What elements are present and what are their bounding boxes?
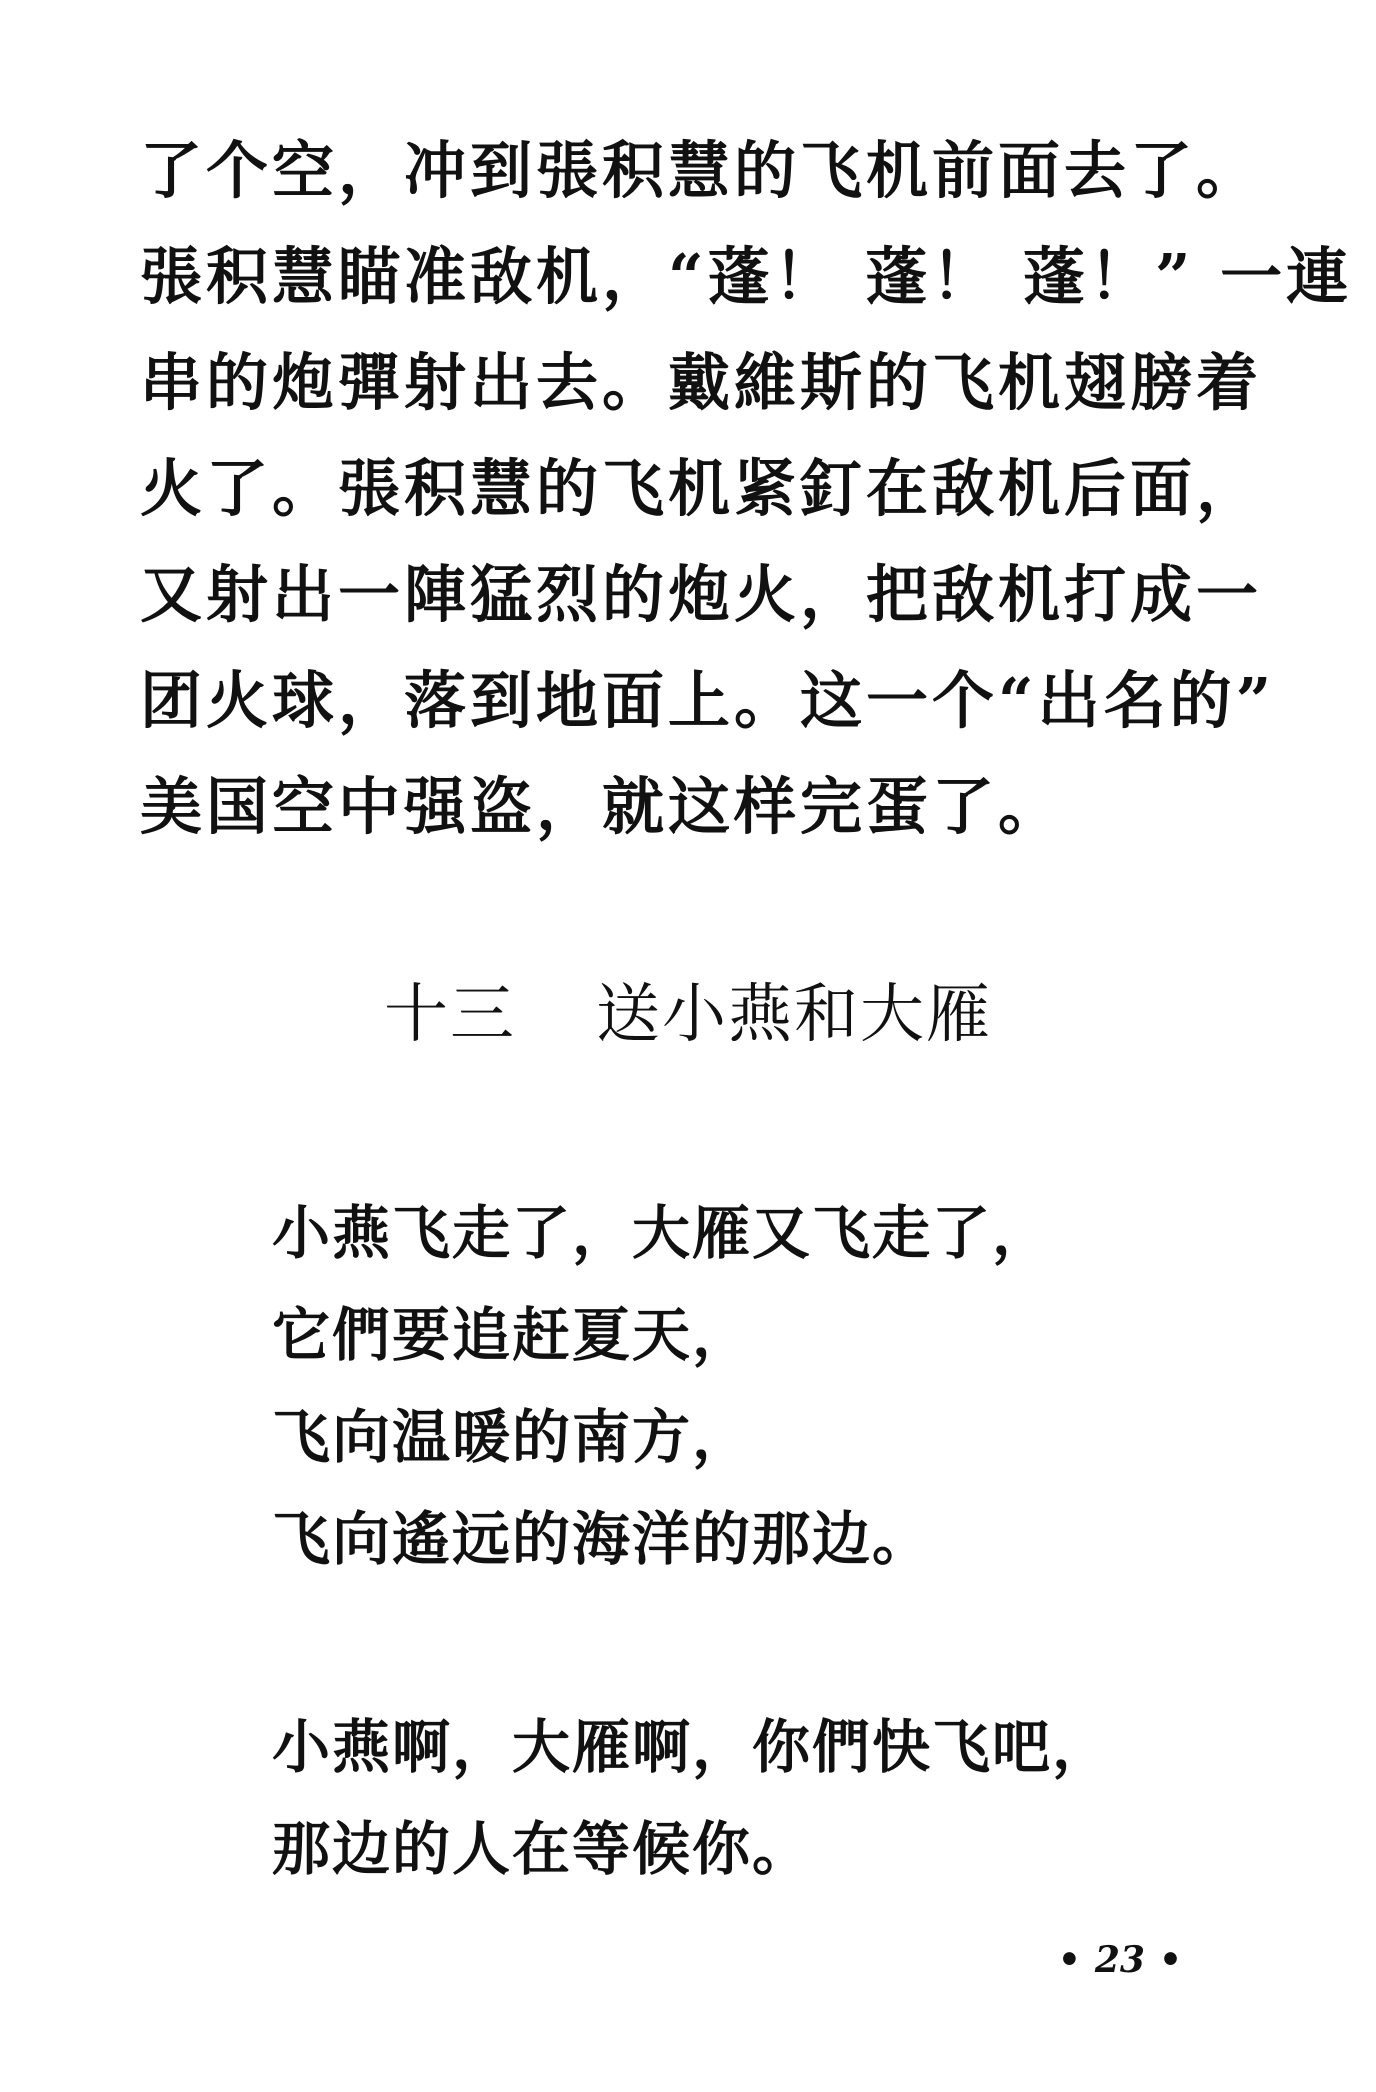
page-number-dot-right: • (1158, 1939, 1182, 1981)
prose-line: 張积慧瞄准敌机，“蓬！ 蓬！ 蓬！” 一連 (140, 240, 1353, 313)
prose-line: 美国空中强盗，就这样完蛋了。 (140, 770, 1065, 843)
page-number (1044, 1935, 1196, 1985)
poem-line: 它們要追赶夏天， (272, 1301, 753, 1369)
section-heading (0, 975, 1376, 1055)
prose-line: 团火球，落到地面上。这一个“出名的” (140, 664, 1276, 737)
poem-line: 那边的人在等候你。 (272, 1815, 813, 1883)
poem-line: 飞向温暖的南方， (272, 1403, 753, 1471)
poem-line: 小燕飞走了，大雁又飞走了， (272, 1199, 1053, 1267)
poem-stanza-1 (272, 1182, 1272, 1590)
section-title: 送小燕和大雁 (596, 978, 992, 1052)
poem-line: 飞向遙远的海洋的那边。 (272, 1505, 933, 1573)
prose-line: 串的炮彈射出去。戴維斯的飞机翅膀着 (140, 346, 1263, 419)
poem-line: 小燕啊，大雁啊，你們快飞吧， (272, 1713, 1113, 1781)
prose-line: 又射出一陣猛烈的炮火，把敌机打成一 (140, 558, 1263, 631)
prose-line: 火了。張积慧的飞机紧釘在敌机后面， (140, 452, 1263, 525)
page-number-value: 23 (1094, 1939, 1145, 1981)
page-number-dot-left: • (1057, 1939, 1081, 1981)
section-number: 十三 (384, 978, 516, 1052)
poem-stanza-2 (272, 1696, 1272, 1900)
prose-paragraph (140, 118, 1353, 860)
prose-line: 了个空，冲到張积慧的飞机前面去了。 (140, 134, 1263, 207)
